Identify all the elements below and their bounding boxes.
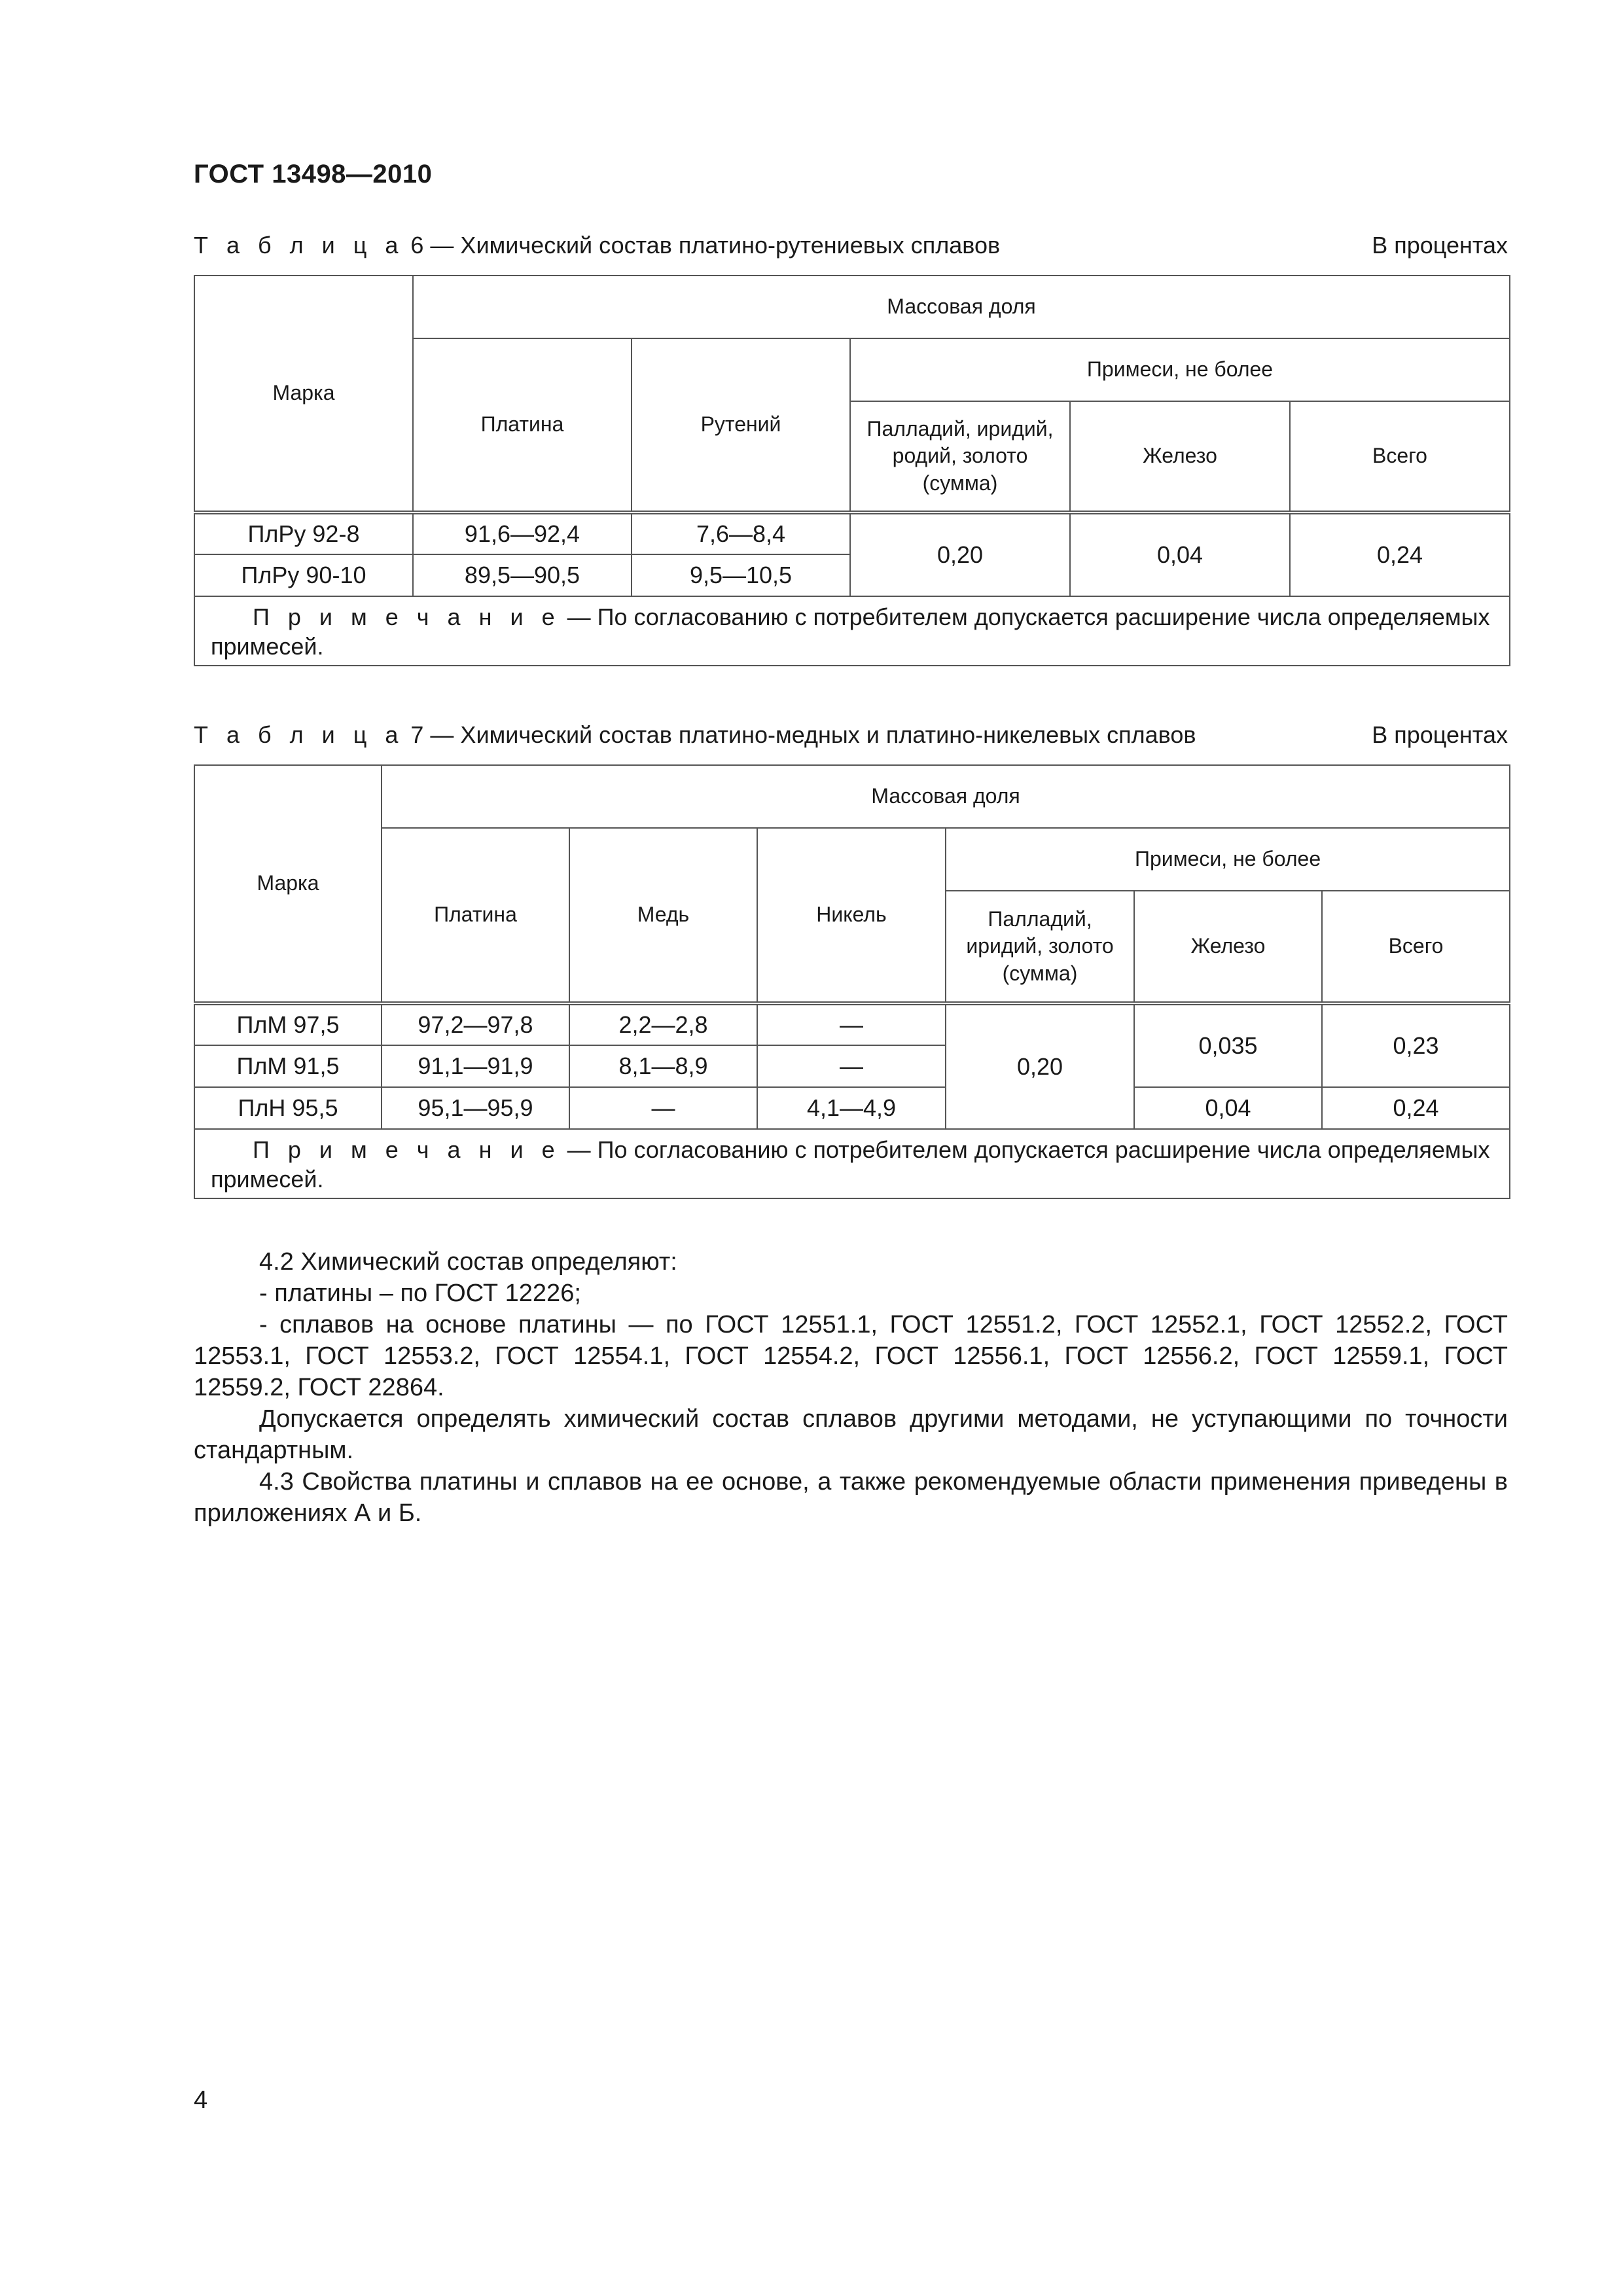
table-row (194, 1087, 1510, 1129)
table7 (194, 764, 1510, 1199)
table7-note-text: — По согласованию с потребителем допускается расширение числа определяемых примесей. (211, 1136, 1490, 1193)
table6-cell-total: 0,24 (1290, 512, 1510, 596)
body-text (194, 1246, 1508, 1529)
table7-cell-fe: 0,035 (1134, 1003, 1322, 1087)
table7-header-total: Всего (1322, 891, 1510, 1003)
table-row (194, 1003, 1510, 1045)
paragraph-other-methods: Допускается определять химический состав сплавов другими методами, не уступающими по точности стандартным. (194, 1405, 1508, 1464)
table6-cell-pt: 89,5—90,5 (413, 554, 632, 596)
table7-header-pd: Палладий, иридий, золото (сумма) (946, 891, 1134, 1003)
table6-note (194, 596, 1510, 666)
table6-header-ruthenium: Рутений (632, 338, 850, 512)
table7-cell-pd: 0,20 (946, 1003, 1134, 1129)
table6-cell-mark: ПлРу 90-10 (194, 554, 413, 596)
table7-cell-total: 0,24 (1322, 1087, 1510, 1129)
table7-note (194, 1129, 1510, 1198)
table7-caption (194, 721, 1508, 749)
table6-header-total: Всего (1290, 401, 1510, 512)
table6-header-mass: Массовая доля (413, 276, 1510, 338)
table6-cell-pt: 91,6—92,4 (413, 512, 632, 554)
paragraph-alloys-method: - сплавов на основе платины — по ГОСТ 12551.1, ГОСТ 12551.2, ГОСТ 12552.1, ГОСТ 12552.2, ГОСТ 12553.1, ГОСТ 12553.2, ГОСТ 12554.1, ГОСТ 12554.2, ГОСТ 12556.1, ГОСТ 12556.2, ГОСТ 12559.1, ГОСТ 12559.2, ГОСТ 22864. (194, 1311, 1508, 1401)
table7-cell-cu: 2,2—2,8 (569, 1003, 757, 1045)
table7-cell-mark: ПлН 95,5 (194, 1087, 382, 1129)
table7-cell-cu: — (569, 1087, 757, 1129)
table7-caption-title (194, 721, 1196, 749)
table7-cell-fe: 0,04 (1134, 1087, 1322, 1129)
table6-cell-pd: 0,20 (850, 512, 1070, 596)
table6-cell-mark: ПлРу 92-8 (194, 512, 413, 554)
table7-cell-cu: 8,1—8,9 (569, 1045, 757, 1087)
table7-header-impurities: Примеси, не более (946, 828, 1510, 891)
table7-header-mass: Массовая доля (382, 765, 1510, 828)
table7-header-copper: Медь (569, 828, 757, 1003)
table7-header-mark: Марка (194, 765, 382, 1003)
table6-caption (194, 232, 1508, 259)
paragraph-platinum-method: - платины – по ГОСТ 12226; (259, 1280, 581, 1307)
paragraph-4-2: 4.2 Химический состав определяют: (259, 1248, 677, 1276)
table7-caption-text: 7 — Химический состав платино-медных и платино-никелевых сплавов (404, 721, 1196, 748)
table7-cell-ni: — (757, 1003, 946, 1045)
table6-cell-ru: 9,5—10,5 (632, 554, 850, 596)
table6-cell-fe: 0,04 (1070, 512, 1290, 596)
table7-units: В процентах (1372, 721, 1508, 748)
table7-cell-mark: ПлМ 97,5 (194, 1003, 382, 1045)
table7-note-row (194, 1129, 1510, 1198)
table6-header-fe: Железо (1070, 401, 1290, 512)
table6 (194, 275, 1510, 666)
table6-caption-text: 6 — Химический состав платино-рутениевых сплавов (404, 232, 1001, 259)
table7-cell-ni: — (757, 1045, 946, 1087)
table7-header-nickel: Никель (757, 828, 946, 1003)
paragraph-4-3: 4.3 Свойства платины и сплавов на ее основе, а также рекомендуемые области применения приведены в приложениях А и Б. (194, 1468, 1508, 1527)
table6-header-mark: Марка (194, 276, 413, 512)
table7-note-lead: П р и м е ч а н и е (253, 1136, 561, 1163)
table7-cell-pt: 95,1—95,9 (382, 1087, 569, 1129)
table7-cell-pt: 91,1—91,9 (382, 1045, 569, 1087)
table7-cell-mark: ПлМ 91,5 (194, 1045, 382, 1087)
table7-cell-pt: 97,2—97,8 (382, 1003, 569, 1045)
document-header: ГОСТ 13498—2010 (194, 160, 433, 188)
table7-header-fe: Железо (1134, 891, 1322, 1003)
table7-header-platinum: Платина (382, 828, 569, 1003)
table6-units: В процентах (1372, 232, 1508, 259)
table6-note-row (194, 596, 1510, 666)
page-number: 4 (194, 2087, 208, 2114)
table7-cell-total: 0,23 (1322, 1003, 1510, 1087)
table6-caption-title (194, 232, 1000, 259)
table6-header-impurities: Примеси, не более (850, 338, 1510, 401)
table-row (194, 512, 1510, 554)
table6-caption-lead: Т а б л и ц а (194, 232, 404, 259)
table6-note-text: — По согласованию с потребителем допускается расширение числа определяемых примесей. (211, 603, 1490, 660)
table6-header-platinum: Платина (413, 338, 632, 512)
table6-header-pd: Палладий, иридий, родий, золото (сумма) (850, 401, 1070, 512)
table6-note-lead: П р и м е ч а н и е (253, 603, 561, 630)
table6-cell-ru: 7,6—8,4 (632, 512, 850, 554)
table7-cell-ni: 4,1—4,9 (757, 1087, 946, 1129)
table7-caption-lead: Т а б л и ц а (194, 721, 404, 748)
